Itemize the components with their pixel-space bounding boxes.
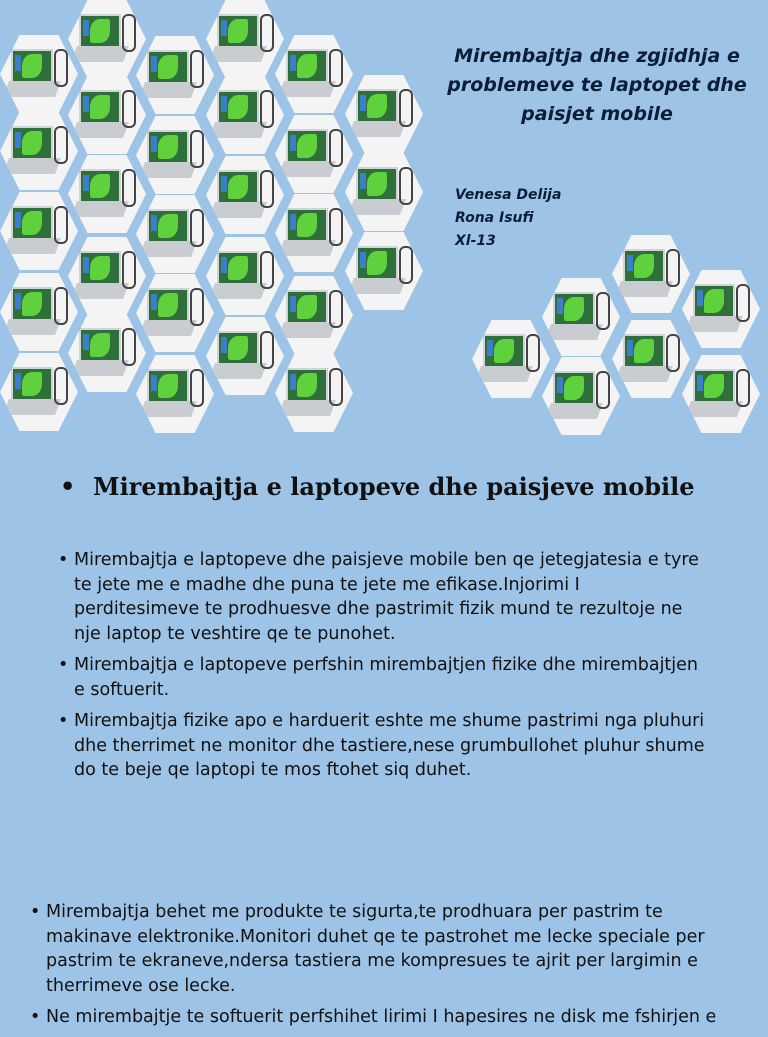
laptop-hexagon-icon [0,35,78,113]
bullet-icon: • [60,472,76,501]
author-list [455,184,561,253]
laptop-hexagon-icon [136,36,214,114]
laptop-hexagon-icon [472,320,550,398]
laptop-hexagon-icon [345,75,423,153]
section-heading-text: Mirembajtja e laptopeve dhe paisjeve mobile [93,472,695,501]
laptop-hexagon-icon [345,232,423,310]
laptop-hexagon-icon [136,274,214,352]
laptop-hexagon-icon [542,357,620,435]
laptop-hexagon-icon [612,235,690,313]
laptop-hexagon-icon [275,35,353,113]
author-name: Rona Isufi [455,210,534,226]
laptop-hexagon-icon [206,0,284,78]
laptop-hexagon-icon [136,355,214,433]
section-heading [60,470,750,504]
laptop-hexagon-icon [206,76,284,154]
laptop-hexagon-icon [542,278,620,356]
laptop-hexagon-icon [206,237,284,315]
laptop-hexagon-icon [0,192,78,270]
maintenance-bullets [58,548,708,790]
laptop-hexagon-icon [206,156,284,234]
laptop-hexagon-icon [275,115,353,193]
laptop-hexagon-icon [275,276,353,354]
list-item: • Mirembajtja e laptopeve perfshin mirembajtjen fizike dhe mirembajtjen e softuerit. [58,653,708,702]
laptop-hexagon-icon [275,354,353,432]
cleaning-bullets [30,900,742,1037]
laptop-hexagon-icon [68,0,146,78]
laptop-hexagon-icon [206,317,284,395]
laptop-hexagon-icon [0,112,78,190]
presentation-title: Mirembajtja dhe zgjidhja e problemeve te laptopet dhe paisjet mobile [447,45,747,125]
laptop-hexagon-icon [0,273,78,351]
author-name: Venesa Delija [455,187,562,203]
laptop-hexagon-icon [68,237,146,315]
laptop-hexagon-icon [68,76,146,154]
laptop-hexagon-icon [682,270,760,348]
laptop-hexagon-icon [612,320,690,398]
list-item: • Mirembajtja behet me produkte te sigurta,te prodhuara per pastrim te makinave elektronike.Monitori duhet qe te pastrohet me lecke speciale per pastrim te ekraneve,ndersa tastiera me kompresues te ajrit per largimin e therrimeve ose lecke. [30,900,742,998]
laptop-hexagon-icon [275,194,353,272]
laptop-hexagon-icon [136,195,214,273]
laptop-hexagon-icon [68,314,146,392]
laptop-hexagon-icon [682,355,760,433]
list-item: • Ne mirembajtje te softuerit perfshihet lirimi I hapesires ne disk me fshirjen e [30,1005,742,1030]
laptop-hexagon-icon [136,116,214,194]
laptop-hexagon-icon [0,353,78,431]
class-label: Xl-13 [455,233,496,249]
list-item: • Mirembajtja e laptopeve dhe paisjeve mobile ben qe jetegjatesia e tyre te jete me e madhe dhe puna te jete me efikase.Injorimi I perditesimeve te prodhuesve dhe pastrimit fizik mund te rezultoje ne nje laptop te veshtire qe te punohet. [58,548,708,646]
list-item: • Mirembajtja fizike apo e harduerit eshte me shume pastrimi nga pluhuri dhe therrimet ne monitor dhe tastiere,nese grumbullohet pluhur shume do te beje qe laptopi te mos ftohet siq duhet. [58,709,708,783]
laptop-hexagon-icon [68,155,146,233]
laptop-hexagon-icon [345,153,423,231]
